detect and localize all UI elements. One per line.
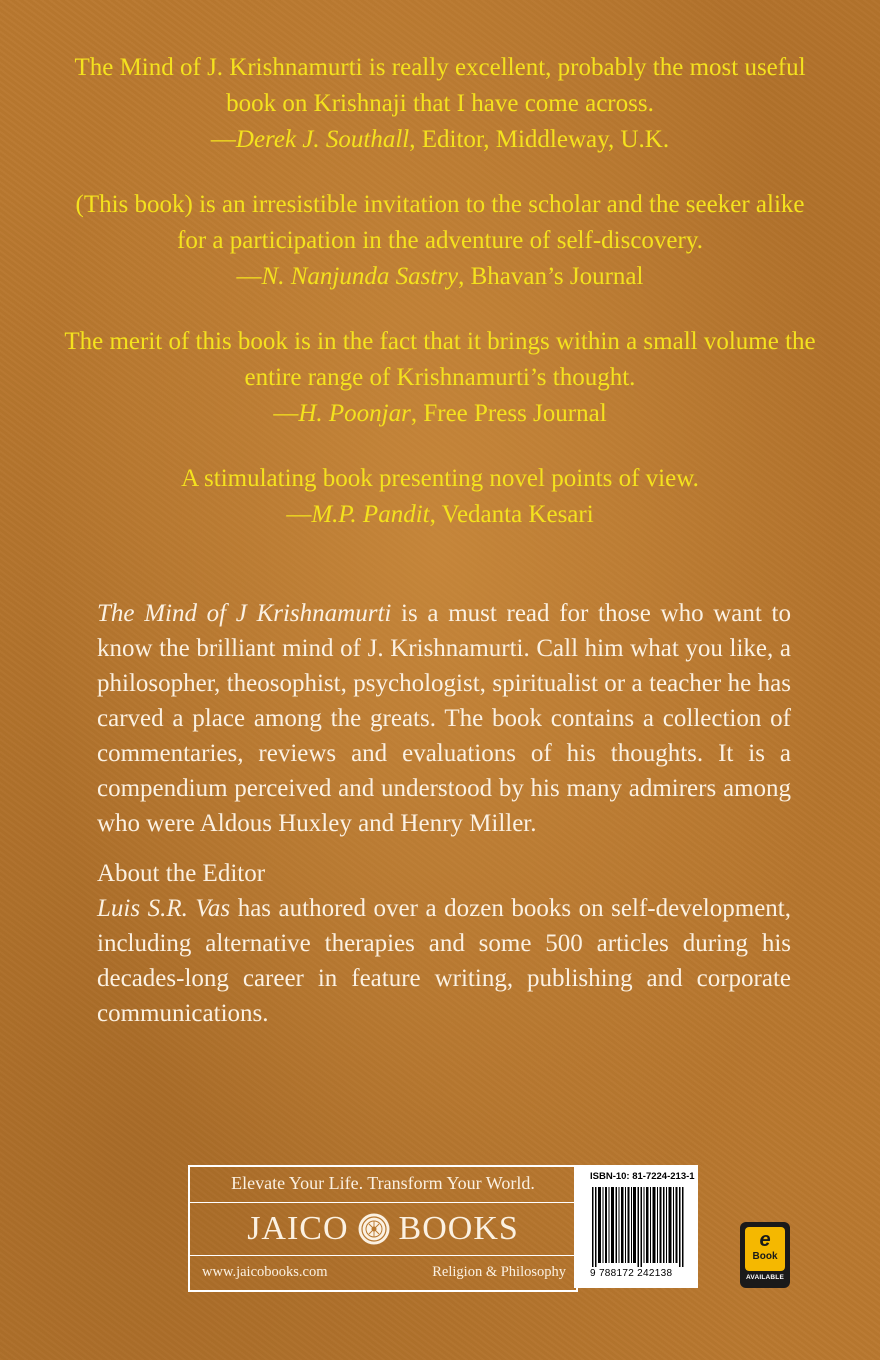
review-1 (60, 50, 820, 158)
publisher-logo (190, 1209, 576, 1249)
review-attribution (60, 259, 820, 295)
attribution-dash: — (286, 501, 312, 528)
publisher-panel (188, 1165, 578, 1292)
review-source: , Editor, Middleway, U.K. (409, 126, 670, 153)
review-quote: A stimulating book presenting novel points of view. (181, 465, 699, 492)
brand-jaico: JAICO (247, 1210, 349, 1247)
review-source: , Vedanta Kesari (429, 501, 594, 528)
attribution-dash: — (236, 263, 262, 290)
divider (190, 1255, 576, 1256)
reviewer-name: N. Nanjunda Sastry (261, 263, 459, 290)
barcode-icon (592, 1187, 686, 1267)
book-description (97, 596, 791, 1031)
divider (190, 1202, 576, 1203)
reviews-section (60, 50, 820, 562)
book-category: Religion & Philosophy (432, 1264, 566, 1280)
editor-name: Luis S.R. Vas (97, 895, 231, 922)
barcode-digits: 9 788172 242138 (590, 1268, 673, 1279)
review-quote: The merit of this book is in the fact that it brings within a small volume the entire range of Krishnamurti’s thought. (64, 328, 816, 391)
reviewer-name: M.P. Pandit (311, 501, 430, 528)
attribution-dash: — (273, 400, 299, 427)
ebook-status: AVAILABLE (745, 1274, 785, 1281)
description-paragraph (97, 596, 791, 841)
review-quote: (This book) is an irresistible invitation to the scholar and the seeker alike for a participation in the adventure of self-discovery. (75, 191, 805, 254)
isbn-barcode-panel (574, 1165, 698, 1288)
book-title: The Mind of J Krishnamurti (97, 600, 392, 627)
about-editor-paragraph (97, 891, 791, 1031)
ebook-available-badge (740, 1222, 790, 1288)
brand-books: BOOKS (398, 1210, 519, 1247)
review-quote: The Mind of J. Krishnamurti is really excellent, probably the most useful book on Krishnaji that I have come across. (74, 54, 806, 117)
description-text: is a must read for those who want to know the brilliant mind of J. Krishnamurti. Call him what you like, a philosopher, theosophist, psychologist, spiritualist or a teacher he has carved a place among the greats. The book contains a collection of commentaries, reviews and evaluations of his thoughts. It is a compendium perceived and understood by his many admirers among who were Aldous Huxley and Henry Miller. (97, 600, 791, 837)
review-attribution (60, 122, 820, 158)
review-source: , Bhavan’s Journal (458, 263, 644, 290)
review-2 (60, 187, 820, 295)
jaico-seal-icon (357, 1212, 391, 1246)
ebook-letter: e (759, 1229, 771, 1251)
publisher-tagline: Elevate Your Life. Transform Your World. (231, 1173, 535, 1193)
about-editor-heading: About the Editor (97, 860, 266, 887)
review-4 (60, 461, 820, 533)
review-3 (60, 324, 820, 432)
reviewer-name: Derek J. Southall (235, 126, 410, 153)
reviewer-name: H. Poonjar (298, 400, 411, 427)
ebook-icon (745, 1227, 785, 1271)
ebook-word: Book (752, 1251, 778, 1262)
editor-bio: has authored over a dozen books on self-development, including alternative therapies and some 500 articles during his decades-long career in feature writing, publishing and corporate communications. (97, 895, 791, 1027)
review-attribution (60, 396, 820, 432)
publisher-url: www.jaicobooks.com (202, 1264, 328, 1280)
isbn-label: ISBN-10: 81-7224-213-1 (590, 1171, 695, 1182)
review-source: , Free Press Journal (410, 400, 607, 427)
attribution-dash: — (210, 126, 236, 153)
review-attribution (60, 497, 820, 533)
